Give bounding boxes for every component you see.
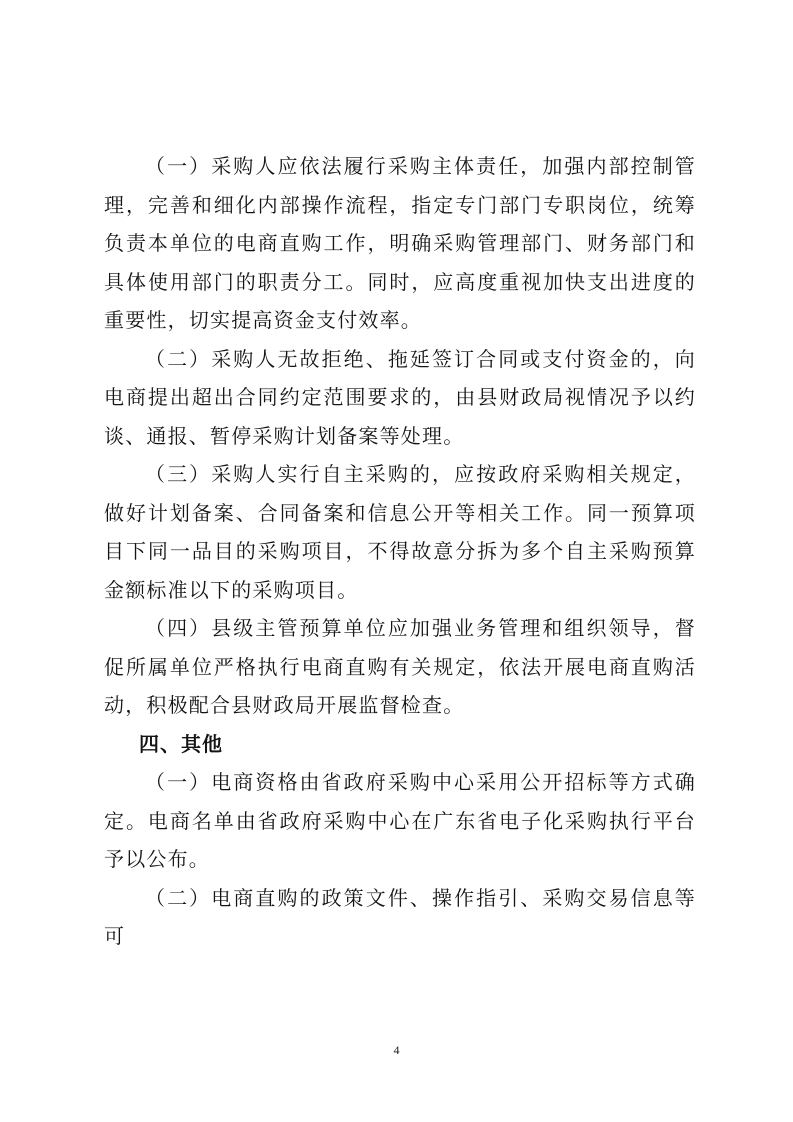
paragraph-4: （四）县级主管预算单位应加强业务管理和组织领导，督促所属单位严格执行电商直购有关规定，依法开展电商直购活动，积极配合县财政局开展监督检查。 [104, 616, 696, 717]
page-number: 4 [393, 1043, 400, 1057]
paragraph-3: （三）采购人实行自主采购的，应按政府采购相关规定，做好计划备案、合同备案和信息公开等相关工作。同一预算项目下同一品目的采购项目，不得故意分拆为多个自主采购预算金额标准以下的采购项目。 [104, 462, 696, 602]
paragraph-1: （一）采购人应依法履行采购主体责任，加强内部控制管理，完善和细化内部操作流程，指定专门部门专职岗位，统筹负责本单位的电商直购工作，明确采购管理部门、财务部门和具体使用部门的职责分工。同时，应高度重视加快支出进度的重要性，切实提高资金支付效率。 [104, 154, 696, 332]
paragraph-2: （二）采购人无故拒绝、拖延签订合同或支付资金的，向电商提出超出合同约定范围要求的，由县财政局视情况予以约谈、通报、暂停采购计划备案等处理。 [104, 346, 696, 448]
paragraph-5: （一）电商资格由省政府采购中心采用公开招标等方式确定。电商名单由省政府采购中心在广东省电子化采购执行平台予以公布。 [104, 770, 696, 871]
document-body [104, 147, 696, 956]
section-heading: 四、其他 [139, 731, 223, 756]
paragraph-6: （二）电商直购的政策文件、操作指引、采购交易信息等可 [104, 885, 696, 948]
